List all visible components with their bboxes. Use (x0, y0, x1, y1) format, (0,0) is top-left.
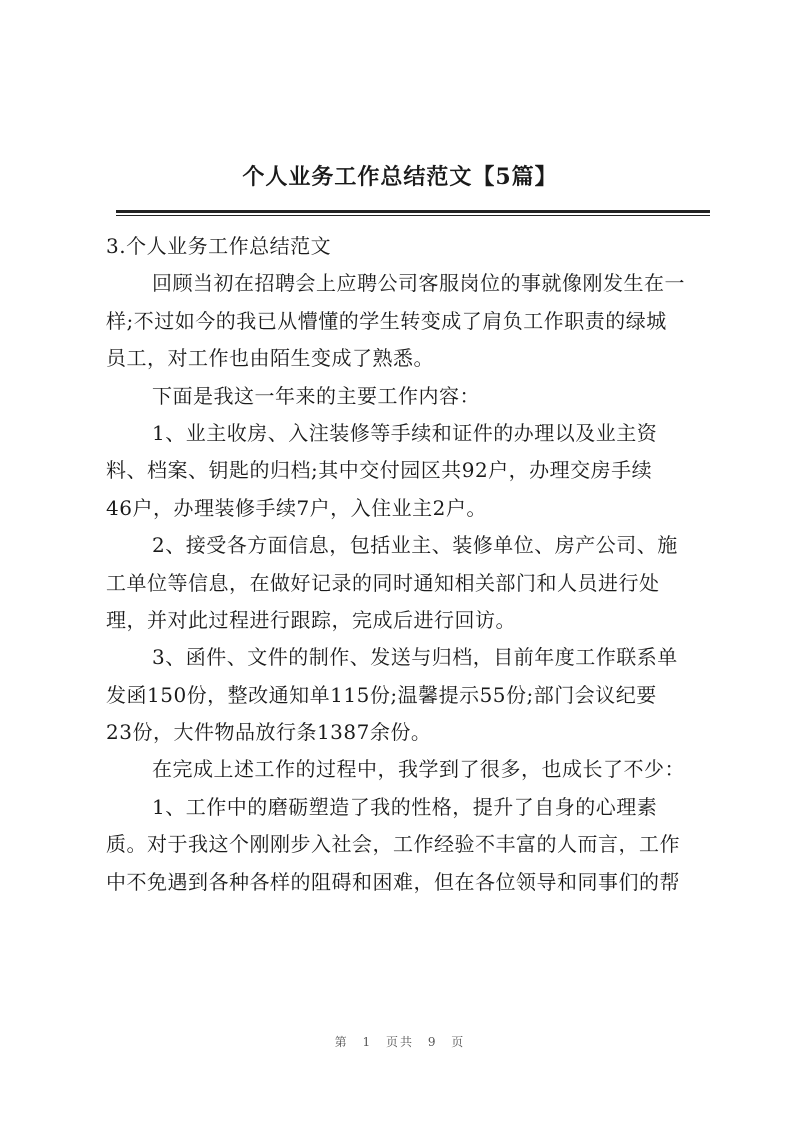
paragraph-line: 中不免遇到各种各样的阻碍和困难，但在各位领导和同事们的帮 (106, 869, 680, 894)
paragraph-line: 1、业主收房、入注装修等手续和证件的办理以及业主资 (152, 420, 658, 445)
paragraph-line: 1、工作中的磨砺塑造了我的性格，提升了自身的心理素 (152, 794, 658, 819)
page-number: 1 (362, 1035, 373, 1049)
page-footer (0, 1033, 800, 1050)
paragraph-line: 发函150份，整改通知单115份;温馨提示55份;部门会议纪要 (106, 682, 657, 707)
title-divider-thin (116, 215, 710, 216)
page-label-mid: 页共 (385, 1035, 414, 1049)
paragraph-line: 工单位等信息，在做好记录的同时通知相关部门和人员进行处 (106, 570, 660, 595)
page-label-prefix: 第 (334, 1035, 349, 1049)
paragraph-line: 回顾当初在招聘会上应聘公司客服岗位的事就像刚发生在一 (152, 271, 685, 296)
paragraph-line: 理，并对此过程进行跟踪，完成后进行回访。 (106, 607, 516, 632)
paragraph-line: 质。对于我这个刚刚步入社会，工作经验不丰富的人而言，工作 (106, 832, 680, 857)
document-body (106, 228, 712, 901)
page-label-suffix: 页 (451, 1035, 466, 1049)
section-heading: 3.个人业务工作总结范文 (106, 234, 332, 258)
paragraph-line: 3、函件、文件的制作、发送与归档，目前年度工作联系单 (152, 645, 678, 670)
document-title: 个人业务工作总结范文【5篇】 (242, 164, 558, 190)
paragraph-line: 员工，对工作也由陌生变成了熟悉。 (106, 346, 434, 371)
paragraph-line: 23份，大件物品放行条1387余份。 (106, 720, 432, 745)
paragraph-line: 下面是我这一年来的主要工作内容： (152, 383, 480, 408)
title-divider-thick (116, 210, 710, 213)
paragraph-line: 在完成上述工作的过程中，我学到了很多，也成长了不少： (152, 757, 685, 782)
paragraph-line: 46户，办理装修手续7户，入住业主2户。 (106, 495, 487, 520)
paragraph-line: 样;不过如今的我已从懵懂的学生转变成了肩负工作职责的绿城 (106, 308, 667, 333)
total-pages: 9 (427, 1035, 438, 1049)
paragraph-line: 料、档案、钥匙的归档;其中交付园区共92户，办理交房手续 (106, 458, 653, 483)
paragraph-line: 2、接受各方面信息，包括业主、装修单位、房产公司、施 (152, 533, 678, 558)
